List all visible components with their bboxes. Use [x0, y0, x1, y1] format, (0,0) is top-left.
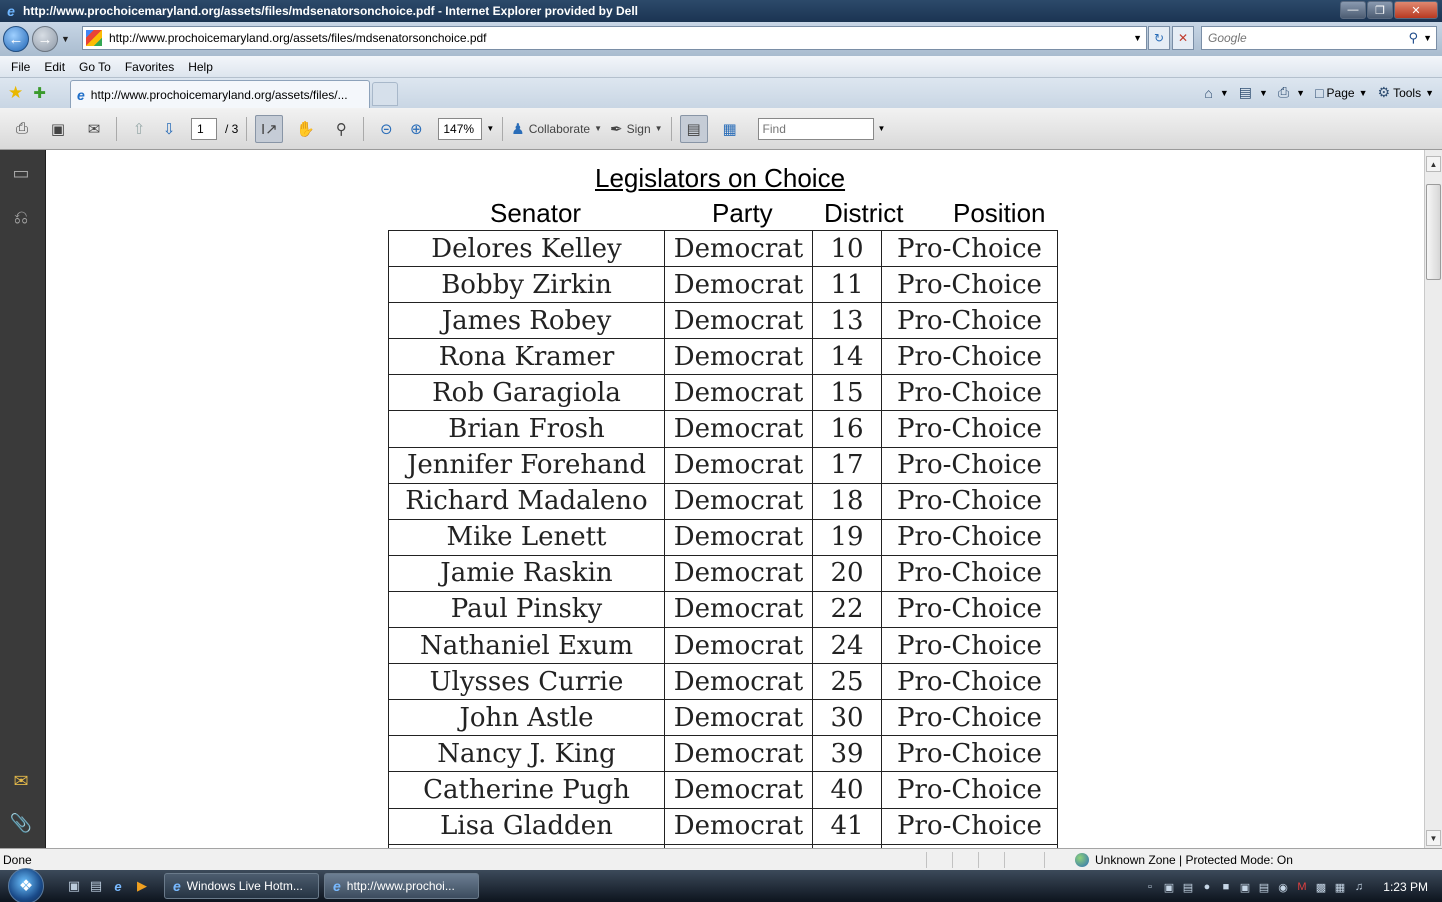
senator-name: Delores Kelley	[389, 231, 665, 267]
position: Pro-Choice	[882, 375, 1058, 411]
district: 40	[813, 772, 882, 808]
table-row	[389, 808, 1058, 844]
attachments-paperclip-icon[interactable]: 📎	[9, 812, 33, 833]
district: 10	[813, 231, 882, 267]
party: Democrat	[665, 231, 813, 267]
pages-panel-icon[interactable]: ▭	[12, 162, 30, 183]
text-select-icon: I↗	[260, 120, 278, 138]
tray-app-icon[interactable]: M	[1297, 881, 1307, 893]
district: 17	[813, 447, 882, 483]
collaborate-dropdown-icon: ▼	[594, 124, 603, 133]
toolbar-divider	[502, 117, 503, 141]
senators-table	[388, 230, 1058, 848]
senator-name: Jamie Raskin	[389, 555, 665, 591]
print-dropdown-icon[interactable]: ▼	[1296, 87, 1306, 98]
district: 41	[813, 808, 882, 844]
scroll-down-arrow-icon[interactable]: ▼	[1426, 830, 1441, 846]
ie-page-icon: e	[77, 86, 85, 103]
district: 30	[813, 700, 882, 736]
tray-app-icon[interactable]: ▤	[1258, 881, 1270, 894]
sign-button[interactable]	[610, 115, 663, 143]
maximize-button[interactable]: ❐	[1367, 1, 1393, 19]
task-label: http://www.prochoi...	[346, 879, 455, 893]
page-icon: □	[1315, 84, 1324, 101]
table-row	[389, 664, 1058, 700]
globe-icon	[1075, 853, 1089, 867]
find-options-icon[interactable]: ▼	[877, 124, 886, 133]
collaborate-button[interactable]	[511, 115, 602, 143]
senator-name: Richard Madaleno	[389, 483, 665, 519]
minimize-button[interactable]: —	[1340, 1, 1366, 19]
zoom-out-icon: ⊝	[380, 120, 393, 138]
table-row	[389, 483, 1058, 519]
zoom-dropdown-icon[interactable]: ▼	[486, 124, 495, 133]
security-zone[interactable]	[1075, 853, 1293, 867]
pdf-toolbar	[0, 108, 1442, 150]
ie-quicklaunch-icon[interactable]: e	[114, 878, 122, 894]
tools-menu-button[interactable]	[1378, 84, 1435, 101]
senator-name: Ulysses Currie	[389, 664, 665, 700]
district: 39	[813, 736, 882, 772]
system-tray	[1143, 875, 1442, 899]
page-total: / 3	[225, 121, 239, 136]
tray-app-icon[interactable]: ■	[1222, 881, 1230, 893]
gear-icon: ⚙	[1377, 84, 1391, 100]
status-divider	[978, 852, 979, 868]
table-row	[389, 628, 1058, 664]
table-row	[389, 555, 1058, 591]
position: Pro-Choice	[882, 447, 1058, 483]
zoom-in-icon: ⊕	[410, 120, 423, 138]
printer-icon: ⎙	[15, 120, 28, 137]
arrow-up-icon: ⇧	[132, 120, 146, 138]
table-row	[389, 303, 1058, 339]
window-controls	[1339, 1, 1438, 19]
district: 16	[813, 411, 882, 447]
position: Pro-Choice	[882, 591, 1058, 627]
position: Pro-Choice	[882, 808, 1058, 844]
party: Democrat	[665, 375, 813, 411]
position: Pro-Choice	[882, 628, 1058, 664]
tray-app-icon[interactable]: ◉	[1278, 881, 1288, 894]
zoom-out-button[interactable]	[372, 115, 400, 143]
window-titlebar	[0, 0, 1442, 22]
document-title: Legislators on Choice	[595, 163, 846, 193]
pen-icon: ✒	[610, 120, 623, 138]
table-row	[389, 375, 1058, 411]
position: Pro-Choice	[882, 231, 1058, 267]
collaborate-label: Collaborate	[528, 121, 591, 136]
site-favicon-icon	[86, 30, 102, 46]
home-dropdown-icon[interactable]: ▼	[1219, 87, 1229, 98]
position: Pro-Choice	[882, 664, 1058, 700]
forward-button[interactable]: →	[32, 26, 58, 52]
table-row	[389, 700, 1058, 736]
tab-bar	[0, 78, 1442, 108]
column-header-position: Position	[953, 198, 1046, 228]
media-player-icon[interactable]: ▶	[137, 878, 147, 893]
senator-name: Mike Lenett	[389, 519, 665, 555]
sign-dropdown-icon: ▼	[654, 124, 663, 133]
party: Democrat	[665, 339, 813, 375]
party: Democrat	[665, 628, 813, 664]
senator-name: Nathaniel Exum	[389, 628, 665, 664]
zoom-in-button[interactable]	[402, 115, 430, 143]
taskbar-button-current-page[interactable]	[324, 873, 479, 899]
pdf-navigation-pane	[0, 150, 46, 848]
collaborate-icon: ♟	[511, 120, 525, 138]
district: 13	[813, 303, 882, 339]
arrow-down-icon: ⇩	[162, 120, 176, 138]
close-button[interactable]: ✕	[1394, 1, 1438, 19]
url-dropdown-icon[interactable]: ▼	[1133, 33, 1142, 43]
stop-button[interactable]	[1172, 26, 1194, 50]
save-icon: ▣	[50, 120, 66, 138]
tray-app-icon[interactable]: ▣	[1239, 881, 1251, 894]
table-row	[389, 267, 1058, 303]
fit-width-icon: ▤	[686, 120, 701, 138]
ie-logo-icon: e	[7, 3, 15, 19]
district: 20	[813, 555, 882, 591]
position: Pro-Choice	[882, 700, 1058, 736]
senator-name: Lisa Gladden	[389, 808, 665, 844]
comments-panel-icon[interactable]: ✉	[13, 770, 29, 791]
district: 22	[813, 591, 882, 627]
tools-dropdown-icon: ▼	[1425, 87, 1434, 98]
senator-name: Rob Garagiola	[389, 375, 665, 411]
position: Pro-Choice	[882, 303, 1058, 339]
toolbar-divider	[671, 117, 672, 141]
senator-name: John Astle	[389, 700, 665, 736]
address-bar	[0, 22, 1442, 56]
search-box[interactable]	[1201, 26, 1437, 50]
rss-icon: ▤	[1238, 84, 1253, 100]
position: Pro-Choice	[882, 519, 1058, 555]
party: Democrat	[665, 772, 813, 808]
feeds-button[interactable]	[1239, 84, 1268, 101]
party: Democrat	[665, 303, 813, 339]
save-button[interactable]	[44, 115, 72, 143]
status-divider	[952, 852, 953, 868]
page-menu-label: Page	[1326, 85, 1355, 100]
refresh-button[interactable]	[1148, 26, 1170, 50]
tray-app-icon[interactable]: ▤	[1182, 881, 1194, 894]
party: Democrat	[665, 519, 813, 555]
vertical-scrollbar[interactable]	[1424, 150, 1442, 848]
page-menu-button[interactable]	[1315, 85, 1367, 101]
url-field[interactable]	[82, 26, 1147, 50]
ie-page-icon: e	[173, 878, 181, 894]
position: Pro-Choice	[882, 772, 1058, 808]
menu-edit[interactable]: Edit	[44, 59, 66, 74]
hand-tool-button[interactable]	[291, 115, 319, 143]
hand-icon: ✋	[296, 120, 315, 138]
menu-go-to[interactable]: Go To	[79, 59, 111, 74]
position: Pro-Choice	[882, 339, 1058, 375]
position: Pro-Choice	[882, 736, 1058, 772]
search-options-icon[interactable]: ▼	[1423, 33, 1432, 43]
scroll-up-arrow-icon[interactable]: ▲	[1426, 156, 1441, 172]
party: Democrat	[665, 447, 813, 483]
senator-name: James Robey	[389, 303, 665, 339]
status-divider	[1004, 852, 1005, 868]
new-tab-button[interactable]	[372, 82, 398, 106]
printer-icon: ⎙	[1277, 84, 1290, 100]
select-tool-button[interactable]	[255, 115, 283, 143]
menu-bar	[0, 56, 1442, 78]
taskbar-button-hotmail[interactable]	[164, 873, 319, 899]
party: Democrat	[665, 664, 813, 700]
status-divider	[1044, 852, 1045, 868]
fit-page-button[interactable]	[716, 115, 744, 143]
party: Democrat	[665, 555, 813, 591]
bookmarks-panel-icon[interactable]: ⎌	[13, 206, 29, 227]
table-row	[389, 772, 1058, 808]
search-icon[interactable]: ⚲	[1408, 30, 1418, 45]
position: Pro-Choice	[882, 267, 1058, 303]
pdf-document-area	[46, 150, 1424, 848]
senator-name: Catherine Pugh	[389, 772, 665, 808]
district: 19	[813, 519, 882, 555]
party: Democrat	[665, 700, 813, 736]
single-page-view-button[interactable]	[680, 115, 708, 143]
table-row	[389, 736, 1058, 772]
zoom-level-field[interactable]: 147%	[438, 118, 482, 140]
back-button[interactable]: ←	[3, 26, 29, 52]
table-row	[389, 591, 1058, 627]
menu-file[interactable]: File	[11, 59, 31, 74]
marquee-zoom-button[interactable]	[327, 115, 355, 143]
senator-name: Nancy J. King	[389, 736, 665, 772]
position: Pro-Choice	[882, 411, 1058, 447]
senator-name: Rona Kramer	[389, 339, 665, 375]
url-text[interactable]: http://www.prochoicemaryland.org/assets/files/mdsenatorsonchoice.pdf	[109, 31, 487, 45]
district: 14	[813, 339, 882, 375]
tab-current[interactable]	[70, 80, 370, 108]
tab-label: http://www.prochoicemaryland.org/assets/files/...	[90, 87, 348, 102]
feeds-dropdown-icon[interactable]: ▼	[1259, 87, 1268, 98]
table-row	[389, 447, 1058, 483]
start-button[interactable]	[8, 868, 44, 902]
favorites-star-icon[interactable]: ★	[8, 83, 24, 102]
search-input[interactable]	[1208, 31, 1398, 45]
email-button[interactable]	[80, 115, 108, 143]
find-box[interactable]	[758, 118, 874, 140]
tray-app-icon[interactable]: ▣	[1163, 881, 1175, 894]
tray-app-icon[interactable]: ●	[1203, 881, 1211, 893]
task-label: Windows Live Hotm...	[186, 879, 303, 893]
district: 24	[813, 628, 882, 664]
toolbar-divider	[116, 117, 117, 141]
party: Democrat	[665, 808, 813, 844]
windows-taskbar	[0, 870, 1442, 902]
page-dropdown-icon: ▼	[1358, 87, 1368, 98]
party: Democrat	[665, 591, 813, 627]
party: Democrat	[665, 483, 813, 519]
status-text: Done	[3, 852, 32, 867]
position: Pro-Choice	[882, 483, 1058, 519]
district: 25	[813, 664, 882, 700]
toolbar-divider	[363, 117, 364, 141]
party: Democrat	[665, 267, 813, 303]
switch-windows-icon[interactable]: ▤	[89, 878, 103, 893]
table-row	[389, 339, 1058, 375]
district: 11	[813, 267, 882, 303]
volume-icon[interactable]: ♫	[1354, 881, 1364, 893]
page-number-input[interactable]: 1	[191, 118, 217, 140]
menu-favorites[interactable]: Favorites	[124, 59, 175, 74]
senator-name: Bobby Zirkin	[389, 267, 665, 303]
show-desktop-icon[interactable]: ▣	[67, 878, 81, 893]
window-title: http://www.prochoicemaryland.org/assets/files/mdsenatorsonchoice.pdf - Internet Explorer provided by Dell	[23, 4, 639, 18]
command-bar	[1194, 84, 1434, 101]
column-header-senator: Senator	[490, 198, 582, 228]
fit-page-icon: ▦	[722, 120, 737, 138]
network-icon[interactable]: ▦	[1334, 881, 1346, 894]
tray-app-icon[interactable]: ▩	[1315, 881, 1327, 894]
refresh-icon: ↻	[1153, 31, 1165, 45]
position: Pro-Choice	[882, 555, 1058, 591]
district: 18	[813, 483, 882, 519]
senator-name: Paul Pinsky	[389, 591, 665, 627]
clock[interactable]: 1:23 PM	[1383, 880, 1428, 894]
column-header-party: Party	[712, 198, 773, 228]
table-row	[389, 231, 1058, 267]
table-row	[389, 519, 1058, 555]
status-bar	[0, 848, 1442, 870]
menu-help[interactable]: Help	[188, 59, 213, 74]
zoom-tool-icon: ⚲	[335, 120, 347, 138]
print-button[interactable]	[1278, 84, 1305, 101]
ie-page-icon: e	[333, 878, 341, 894]
home-button[interactable]	[1204, 85, 1228, 101]
print-pdf-button[interactable]	[8, 115, 36, 143]
find-input[interactable]	[759, 119, 873, 139]
email-icon: ✉	[87, 120, 101, 138]
scrollbar-thumb[interactable]	[1426, 184, 1441, 280]
tools-menu-label: Tools	[1393, 85, 1422, 100]
windows-logo-icon: ❖	[18, 878, 34, 895]
recent-pages-dropdown[interactable]: ▼	[61, 34, 70, 44]
district: 15	[813, 375, 882, 411]
previous-page-button[interactable]	[125, 115, 153, 143]
senator-name: Brian Frosh	[389, 411, 665, 447]
table-row	[389, 411, 1058, 447]
column-header-district: District	[824, 198, 904, 228]
zone-text: Unknown Zone | Protected Mode: On	[1095, 852, 1293, 867]
next-page-button[interactable]	[155, 115, 183, 143]
toolbar-divider	[246, 117, 247, 141]
signal-strength-icon[interactable]: ▫	[1148, 881, 1152, 893]
add-favorites-icon[interactable]: ✚	[33, 85, 46, 102]
sign-label: Sign	[626, 121, 651, 136]
status-divider	[926, 852, 927, 868]
stop-icon: ✕	[1177, 31, 1189, 45]
home-icon: ⌂	[1204, 84, 1213, 101]
party: Democrat	[665, 411, 813, 447]
party: Democrat	[665, 736, 813, 772]
senator-name: Jennifer Forehand	[389, 447, 665, 483]
